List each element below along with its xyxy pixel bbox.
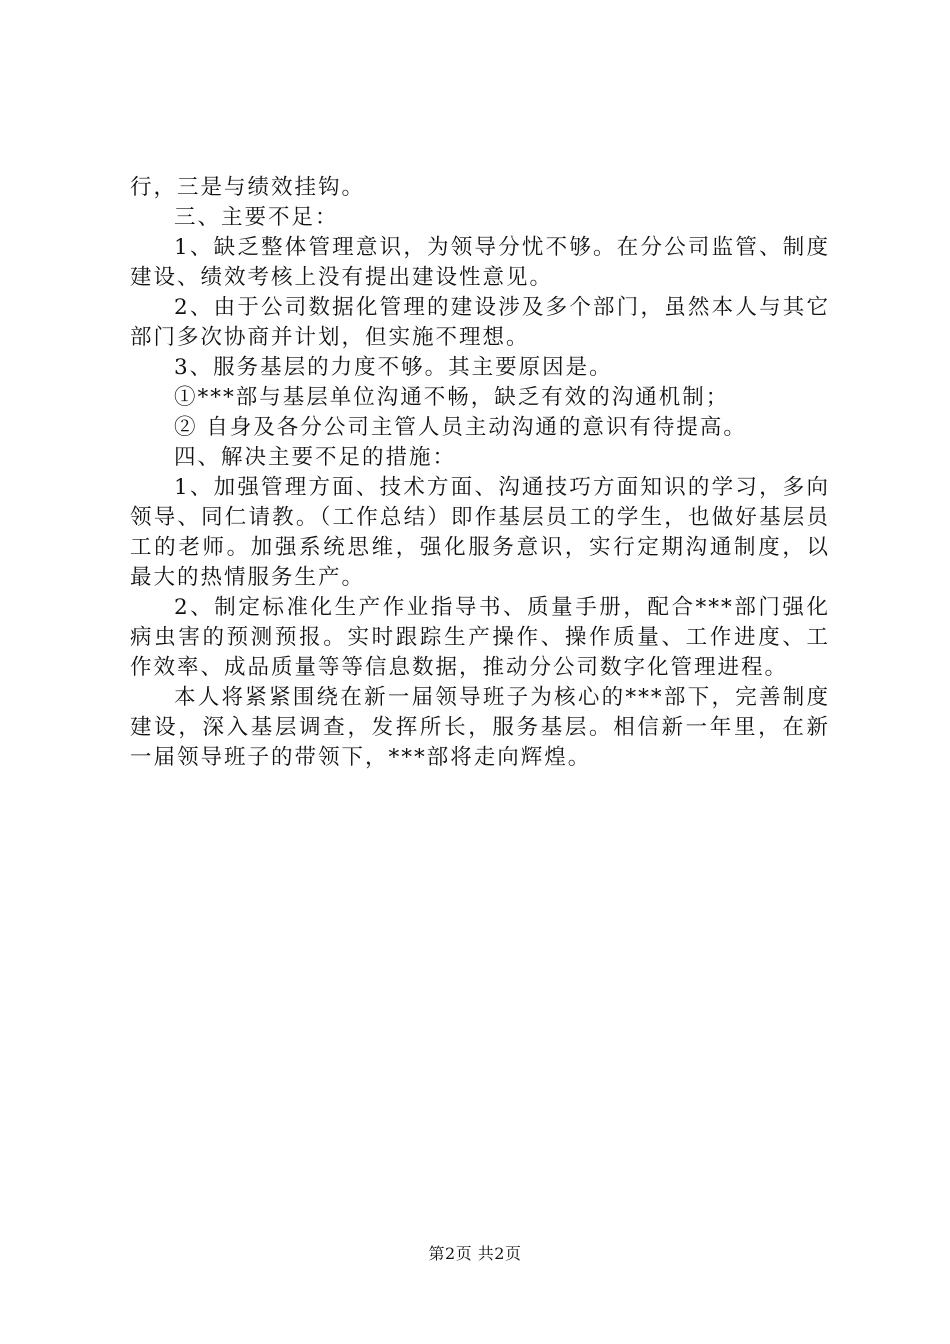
section-heading: 四、解决主要不足的措施： <box>174 445 457 470</box>
page-number-footer: 第2页 共2页 <box>428 1244 522 1263</box>
paragraph: 1、加强管理方面、技术方面、沟通技巧方面知识的学习，多向领导、同仁请教。（工作总结）即作基层员工的学生，也做好基层员工的老师。加强系统思维，强化服务意识，实行定期沟通制度，以最大的热情服务生产。 <box>130 475 830 590</box>
list-item: ①***部与基层单位沟通不畅，缺乏有效的沟通机制； <box>174 385 730 410</box>
paragraph: 3、服务基层的力度不够。其主要原因是。 <box>174 355 613 380</box>
document-body <box>130 173 830 773</box>
paragraph: 2、由于公司数据化管理的建设涉及多个部门，虽然本人与其它部门多次协商并计划，但实施不理想。 <box>130 295 830 350</box>
paragraph: 1、缺乏整体管理意识，为领导分忧不够。在分公司监管、制度建设、绩效考核上没有提出建设性意见。 <box>130 235 830 290</box>
paragraph: 2、制定标准化生产作业指导书、质量手册，配合***部门强化病虫害的预测预报。实时跟踪生产操作、操作质量、工作进度、工作效率、成品质量等等信息数据，推动分公司数字化管理进程。 <box>130 595 830 680</box>
list-item: ② 自身及各分公司主管人员主动沟通的意识有待提高。 <box>174 415 747 440</box>
paragraph: 行，三是与绩效挂钩。 <box>130 175 366 200</box>
paragraph: 本人将紧紧围绕在新一届领导班子为核心的***部下，完善制度建设，深入基层调查，发挥所长，服务基层。相信新一年里，在新一届领导班子的带领下，***部将走向辉煌。 <box>130 685 830 770</box>
section-heading: 三、主要不足： <box>174 205 339 230</box>
